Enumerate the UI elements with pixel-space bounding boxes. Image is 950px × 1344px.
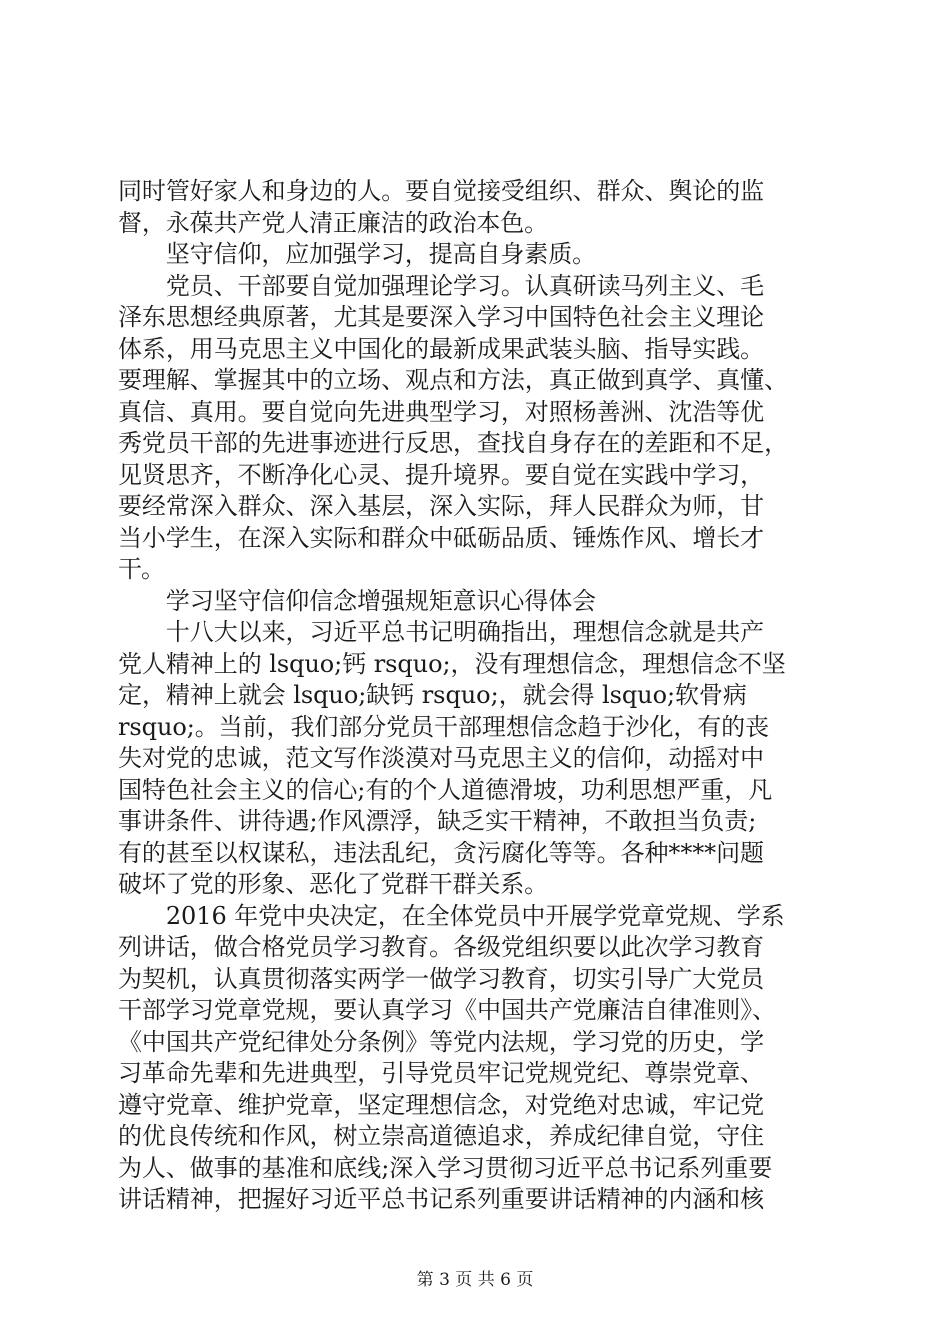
text-line: 干。 (118, 555, 164, 583)
text-line: 为人、做事的基准和底线;深入学习贯彻习近平总书记系列重要 (118, 1153, 773, 1182)
text-line: 秀党员干部的先进事迹进行反思，查找自身存在的差距和不足， (118, 429, 789, 457)
text-line: 遵守党章、维护党章，坚定理想信念，对党绝对忠诚，牢记党 (118, 1090, 765, 1119)
text-line: 列讲话，做合格党员学习教育。各级党组织要以此次学习教育 (118, 933, 765, 961)
text-line: 真信、真用。要自觉向先进典型学习，对照杨善洲、沈浩等优 (118, 397, 765, 426)
text-line: 体系，用马克思主义中国化的最新成果武装头脑、指导实践。 (118, 334, 765, 363)
text-line: 学习坚守信仰信念增强规矩意识心得体会 (118, 586, 596, 615)
text-line: 破坏了党的形象、恶化了党群干群关系。 (118, 870, 549, 898)
page-footer: 第 3 页 共 6 页 (416, 1270, 534, 1290)
text-line: 泽东思想经典原著，尤其是要深入学习中国特色社会主义理论 (118, 303, 765, 331)
text-line: 当小学生，在深入实际和群众中砥砺品质、锤炼作风、增长才 (118, 523, 765, 552)
text-line: 国特色社会主义的信心;有的个人道德滑坡，功利思想严重，凡 (118, 775, 773, 804)
text-line: 党员、干部要自觉加强理论学习。认真研读马列主义、毛 (118, 271, 765, 300)
text-line: 坚守信仰，应加强学习，提高自身素质。 (118, 240, 596, 268)
text-line: 2016 年党中央决定，在全体党员中开展学党章党规、学系 (118, 901, 785, 930)
text-line: 讲话精神，把握好习近平总书记系列重要讲话精神的内涵和核 (118, 1185, 765, 1213)
text-line: 有的甚至以权谋私，违法乱纪，贪污腐化等等。各种****问题 (118, 838, 764, 867)
text-line: 同时管好家人和身边的人。要自觉接受组织、群众、舆论的监 (118, 177, 765, 205)
text-line: 的优良传统和作风，树立崇高道德追求，养成纪律自觉，守住 (118, 1122, 765, 1150)
text-line: rsquo;。当前，我们部分党员干部理想信念趋于沙化，有的丧 (118, 712, 770, 741)
text-line: 定，精神上就会 lsquo;缺钙 rsquo;，就会得 lsquo;软骨病 (118, 681, 747, 709)
text-line: 十八大以来，习近平总书记明确指出，理想信念就是共产 (118, 618, 765, 646)
text-line: 督，永葆共产党人清正廉洁的政治本色。 (118, 208, 549, 237)
text-line: 要经常深入群众、深入基层，深入实际，拜人民群众为师，甘 (118, 492, 765, 520)
text-line: 干部学习党章党规，要认真学习《中国共产党廉洁自律准则》、 (118, 996, 777, 1024)
text-line: 见贤思齐，不断净化心灵、提升境界。要自觉在实践中学习， (118, 460, 765, 489)
text-line: 要理解、掌握其中的立场、观点和方法，真正做到真学、真懂、 (118, 366, 789, 394)
text-line: 事讲条件、讲待遇;作风漂浮，缺乏实干精神，不敢担当负责; (118, 807, 757, 835)
text-line: 习革命先辈和先进典型，引导党员牢记党规党纪、尊崇党章、 (118, 1059, 765, 1087)
text-line: 为契机，认真贯彻落实两学一做学习教育，切实引导广大党员 (118, 964, 765, 993)
text-line: 失对党的忠诚，范文写作淡漠对马克思主义的信仰，动摇对中 (118, 744, 765, 772)
text-line: 《中国共产党纪律处分条例》等党内法规，学习党的历史，学 (118, 1027, 765, 1056)
text-line: 党人精神上的 lsquo;钙 rsquo;，没有理想信念，理想信念不坚 (118, 649, 786, 678)
document-body (118, 176, 838, 1216)
